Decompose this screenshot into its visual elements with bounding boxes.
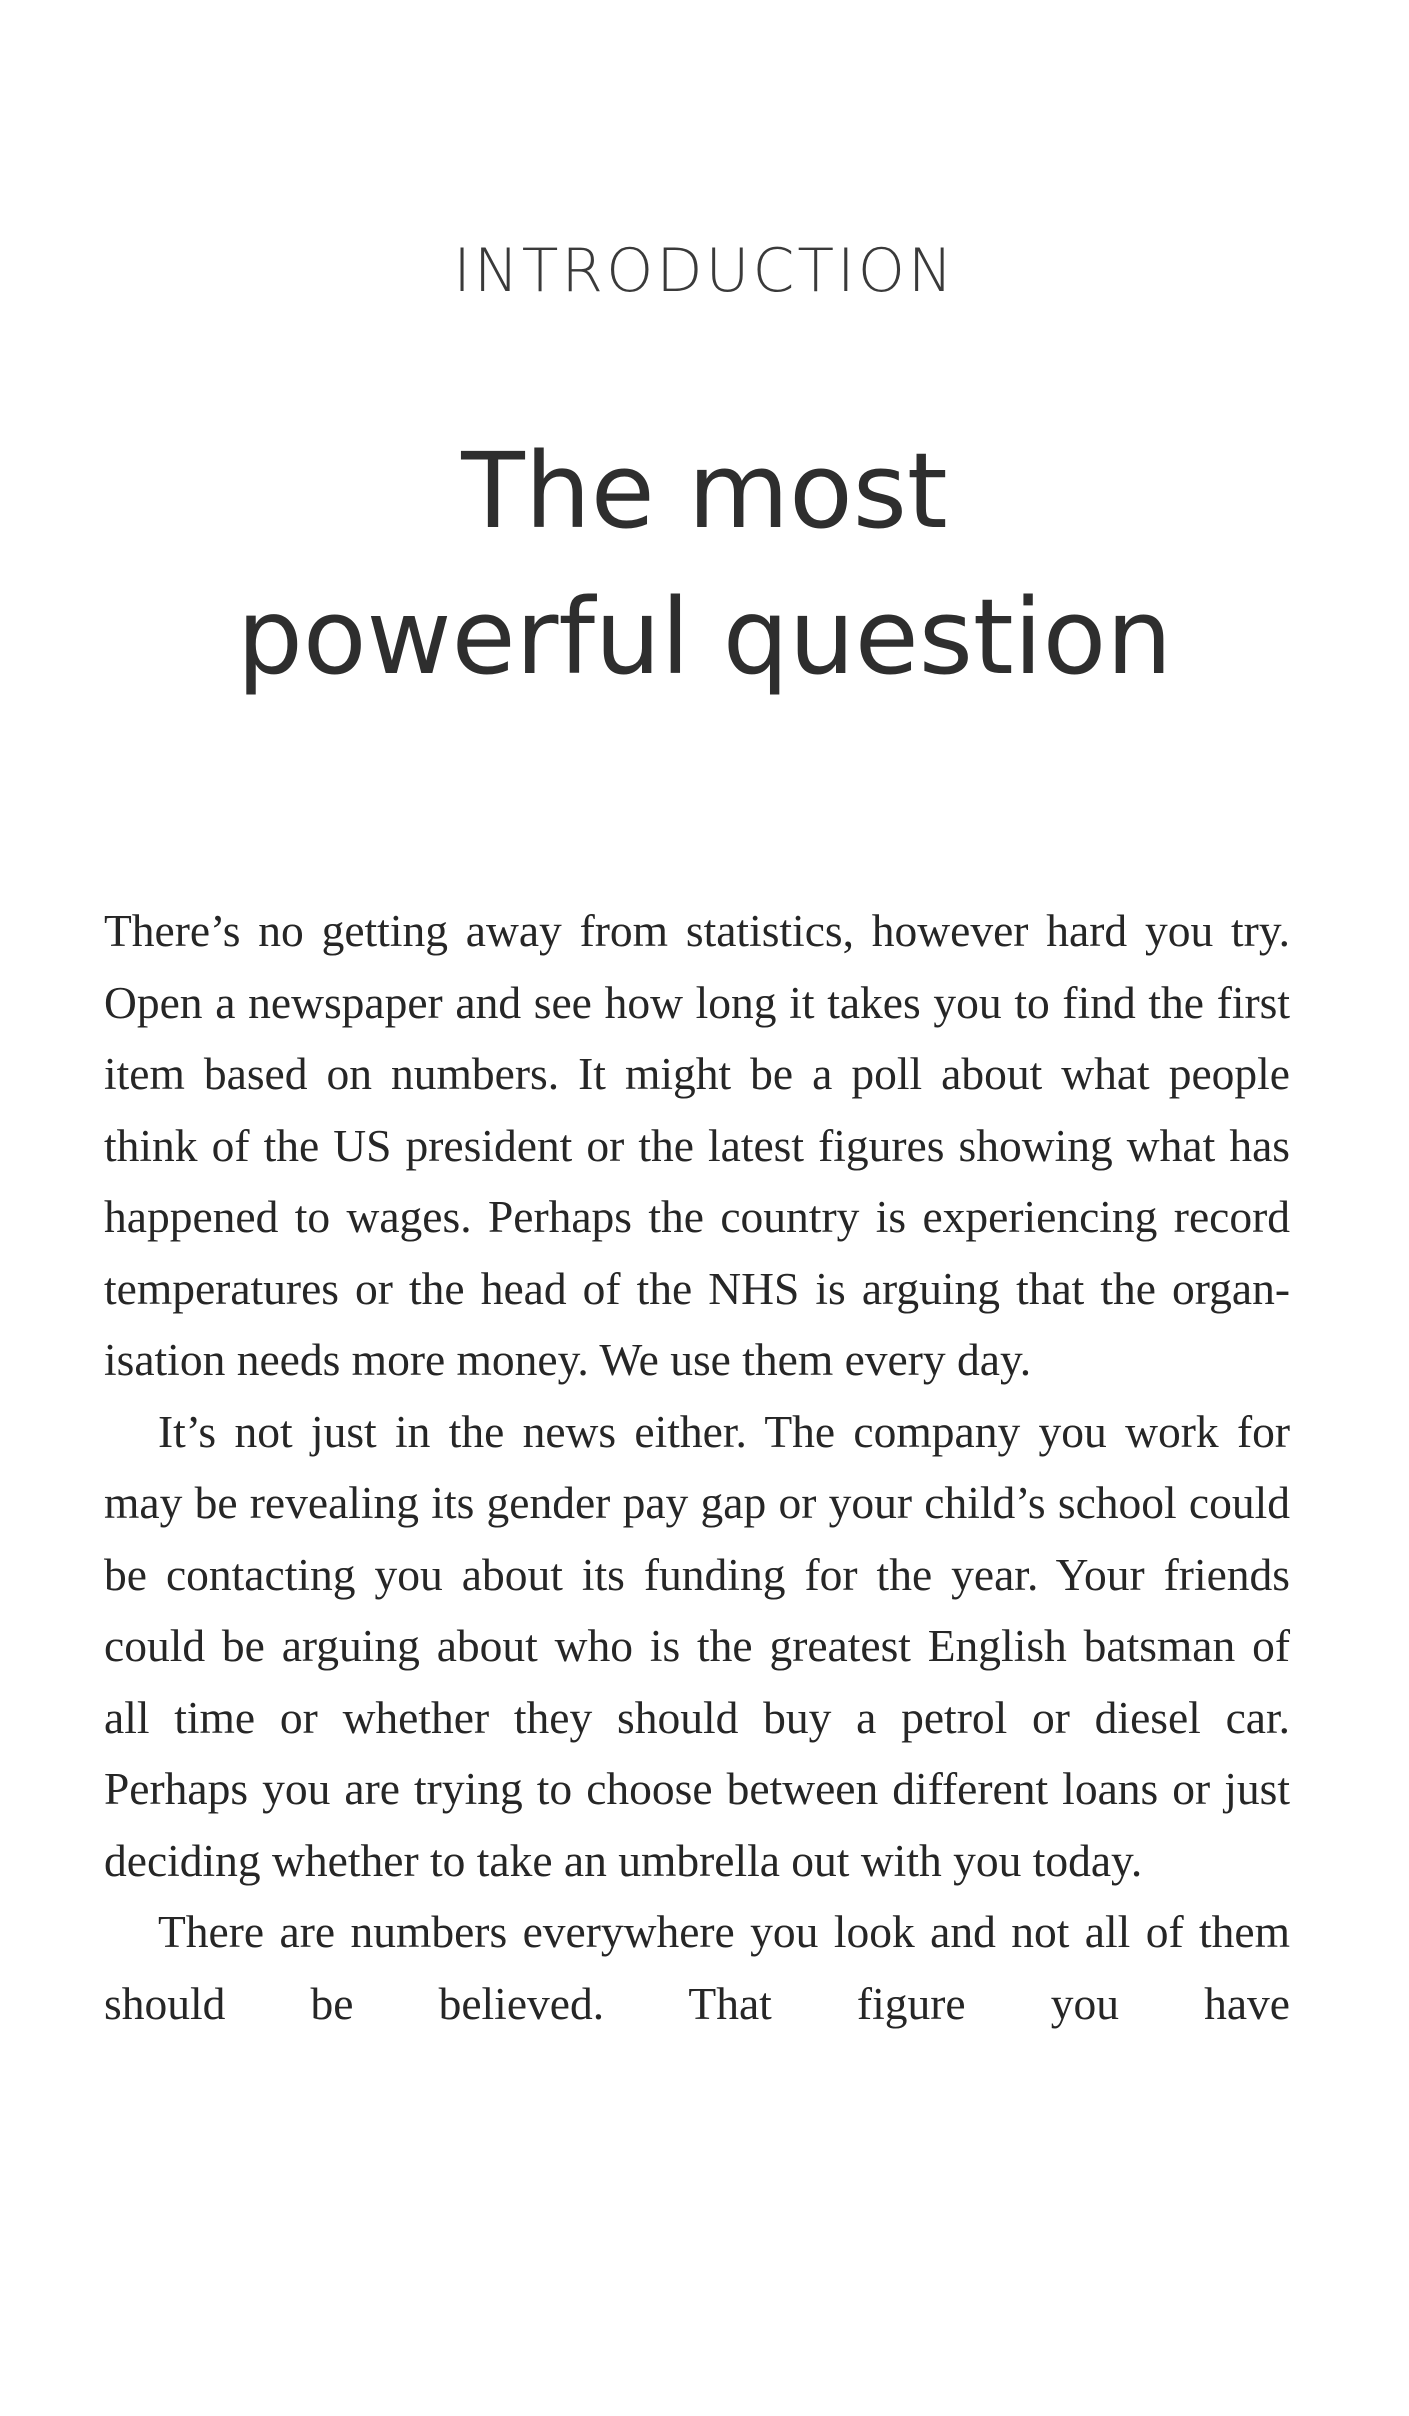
paragraph-2: It’s not just in the news either. The company you work for may be revealing its gender pay gap or your child’s school could be contacting you about its funding for the year. Your friends could be arguing about who is the greatest English batsman of all time or whether they should buy a petrol or diesel car. Perhaps you are trying to choose between different loans or just deciding whether to take an umbrella out with you today. (104, 1405, 1290, 1886)
section-label: INTRODUCTION (453, 236, 956, 306)
paragraph-3: There are numbers everywhere you look and not all of them should be believed. That figure you have (104, 1906, 1290, 2029)
chapter-title (0, 418, 1409, 710)
paragraph-1: There’s no getting away from statistics, however hard you try. Open a newspaper and see how long it takes you to find the first item based on numbers. It might be a poll about what people think of the US president or the latest figures showing what has happened to wages. Perhaps the country is experiencing record temperatures or the head of the NHS is arguing that the organisation needs more money. We use them every day. (104, 905, 1290, 1385)
body-text (104, 895, 1290, 2039)
chapter-title-line-1: The most (461, 430, 948, 552)
chapter-title-line-2: powerful question (236, 576, 1173, 698)
